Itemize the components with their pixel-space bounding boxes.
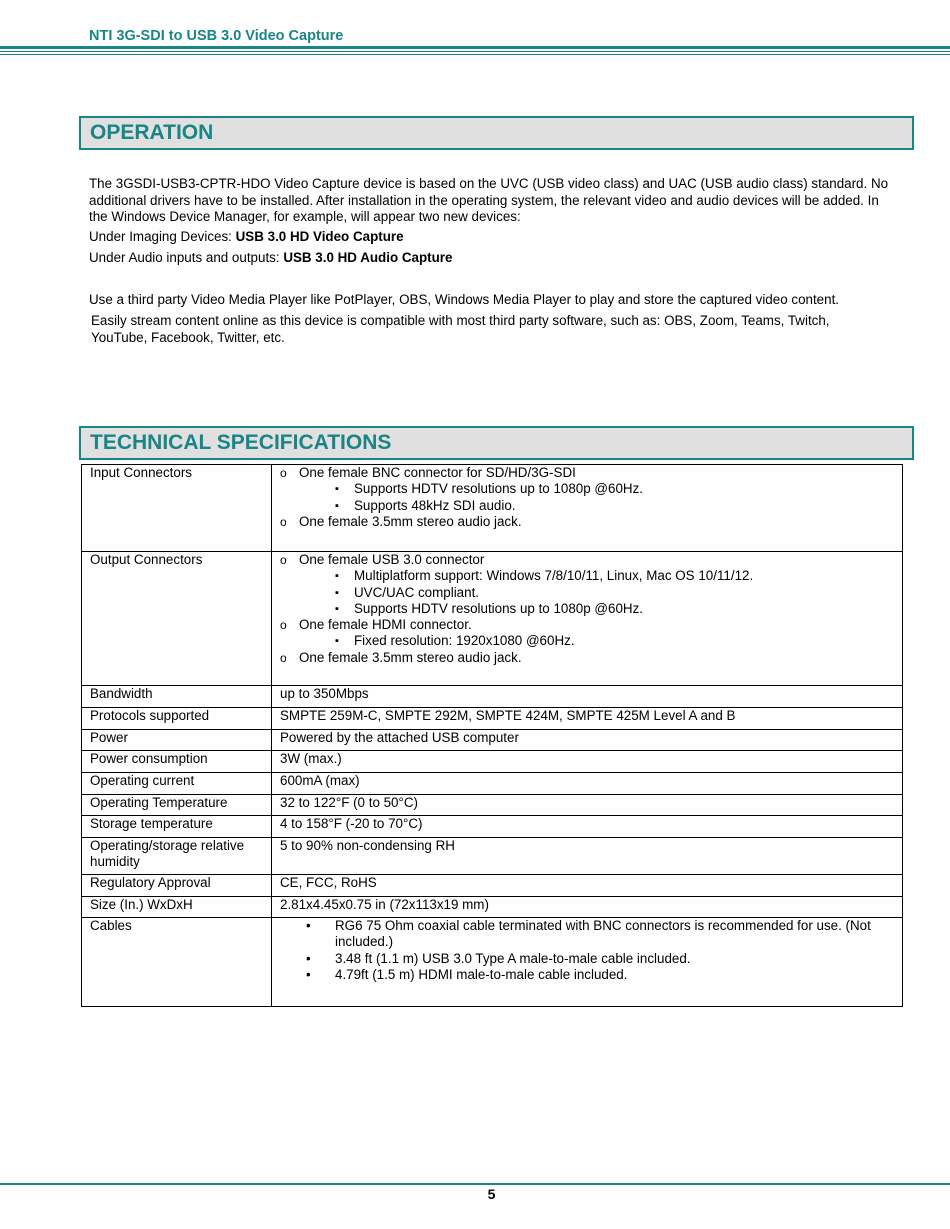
header-rule xyxy=(0,51,950,52)
table-row xyxy=(82,875,903,897)
spec-label: Cables xyxy=(82,918,272,1007)
list-item-text: One female USB 3.0 connector xyxy=(299,552,485,567)
list-item: o One female 3.5mm stereo audio jack. xyxy=(280,514,894,530)
list-item: • 3.48 ft (1.1 m) USB 3.0 Type A male-to-male cable included. xyxy=(306,951,894,967)
imaging-devices-label: Under Imaging Devices: xyxy=(89,229,236,244)
list-item: ▪ UVC/UAC compliant. xyxy=(335,585,894,601)
list-item xyxy=(280,465,894,514)
spec-label: Power xyxy=(82,730,272,751)
spec-label: Output Connectors xyxy=(82,552,272,686)
spec-value: 2.81x4.45x0.75 in (72x113x19 mm) xyxy=(272,897,903,918)
list-item-text: One female HDMI connector. xyxy=(299,617,472,633)
spec-label: Bandwidth xyxy=(82,686,272,708)
list-item: ▪ Fixed resolution: 1920x1080 @60Hz. xyxy=(335,633,894,649)
spec-value: SMPTE 259M-C, SMPTE 292M, SMPTE 424M, SMPTE 425M Level A and B xyxy=(272,708,903,730)
header-rule xyxy=(0,54,950,55)
imaging-devices-value: USB 3.0 HD Video Capture xyxy=(235,229,404,244)
specifications-table xyxy=(81,464,903,1007)
list-item: ▪ Supports HDTV resolutions up to 1080p @60Hz. xyxy=(335,481,894,497)
spec-label: Input Connectors xyxy=(82,465,272,552)
spec-label: Storage temperature xyxy=(82,816,272,838)
spec-label: Size (In.) WxDxH xyxy=(82,897,272,918)
table-row xyxy=(82,897,903,918)
table-row xyxy=(82,465,903,552)
list-item: o One female 3.5mm stereo audio jack. xyxy=(280,650,894,666)
footer-rule xyxy=(0,1183,950,1185)
table-row xyxy=(82,708,903,730)
audio-devices-value: USB 3.0 HD Audio Capture xyxy=(283,250,453,265)
spec-value: 32 to 122°F (0 to 50°C) xyxy=(272,795,903,816)
spec-label: Power consumption xyxy=(82,751,272,773)
imaging-devices-line xyxy=(89,229,901,246)
spec-value: 3W (max.) xyxy=(272,751,903,773)
running-header-title: NTI 3G-SDI to USB 3.0 Video Capture xyxy=(89,28,344,44)
list-item xyxy=(280,552,894,617)
spec-value: CE, FCC, RoHS xyxy=(272,875,903,897)
operation-heading: OPERATION xyxy=(79,116,914,150)
page-number: 5 xyxy=(487,1186,496,1202)
table-row xyxy=(82,918,903,1007)
spec-label: Protocols supported xyxy=(82,708,272,730)
spec-value: 5 to 90% non-condensing RH xyxy=(272,838,903,875)
spec-label: Operating current xyxy=(82,773,272,795)
spec-label: Regulatory Approval xyxy=(82,875,272,897)
spec-value: up to 350Mbps xyxy=(272,686,903,708)
table-row xyxy=(82,838,903,875)
spec-value xyxy=(272,918,903,1007)
list-item: • 4.79ft (1.5 m) HDMI male-to-male cable included. xyxy=(306,967,894,983)
spec-value: 600mA (max) xyxy=(272,773,903,795)
technical-specifications-heading: TECHNICAL SPECIFICATIONS xyxy=(79,426,914,460)
audio-devices-line xyxy=(89,250,901,267)
table-row xyxy=(82,816,903,838)
table-row xyxy=(82,730,903,751)
spec-label: Operating Temperature xyxy=(82,795,272,816)
spec-label: Operating/storage relative humidity xyxy=(82,838,272,875)
list-item: ▪ Supports HDTV resolutions up to 1080p @60Hz. xyxy=(335,601,894,617)
list-item: ▪ Multiplatform support: Windows 7/8/10/11, Linux, Mac OS 10/11/12. xyxy=(335,568,894,584)
spec-value: Powered by the attached USB computer xyxy=(272,730,903,751)
audio-devices-label: Under Audio inputs and outputs: xyxy=(89,250,284,265)
table-row xyxy=(82,795,903,816)
operation-paragraph-1: The 3GSDI-USB3-CPTR-HDO Video Capture device is based on the UVC (USB video class) and UAC (USB audio class) standard. No additional drivers have to be installed. After installation in the operating system, the relevant video and audio devices will be added. In the Windows Device Manager, for example, will appear two new devices: xyxy=(89,176,889,224)
table-row xyxy=(82,773,903,795)
table-row xyxy=(82,686,903,708)
list-item xyxy=(280,617,894,650)
list-item: ▪ Supports 48kHz SDI audio. xyxy=(335,498,894,514)
list-item: • RG6 75 Ohm coaxial cable terminated with BNC connectors is recommended for use. (Not included.) xyxy=(306,918,894,951)
spec-value xyxy=(272,465,903,552)
operation-paragraph-2: Use a third party Video Media Player like PotPlayer, OBS, Windows Media Player to play and store the captured video content. xyxy=(89,292,840,307)
header-rule xyxy=(0,46,950,49)
table-row xyxy=(82,751,903,773)
list-item-text: One female BNC connector for SD/HD/3G-SDI xyxy=(299,465,576,480)
spec-value xyxy=(272,552,903,686)
operation-paragraph-3: Easily stream content online as this device is compatible with most third party software, such as: OBS, Zoom, Teams, Twitch, YouTube, Facebook, Twitter, etc. xyxy=(91,313,830,345)
table-row xyxy=(82,552,903,686)
spec-value: 4 to 158°F (-20 to 70°C) xyxy=(272,816,903,838)
